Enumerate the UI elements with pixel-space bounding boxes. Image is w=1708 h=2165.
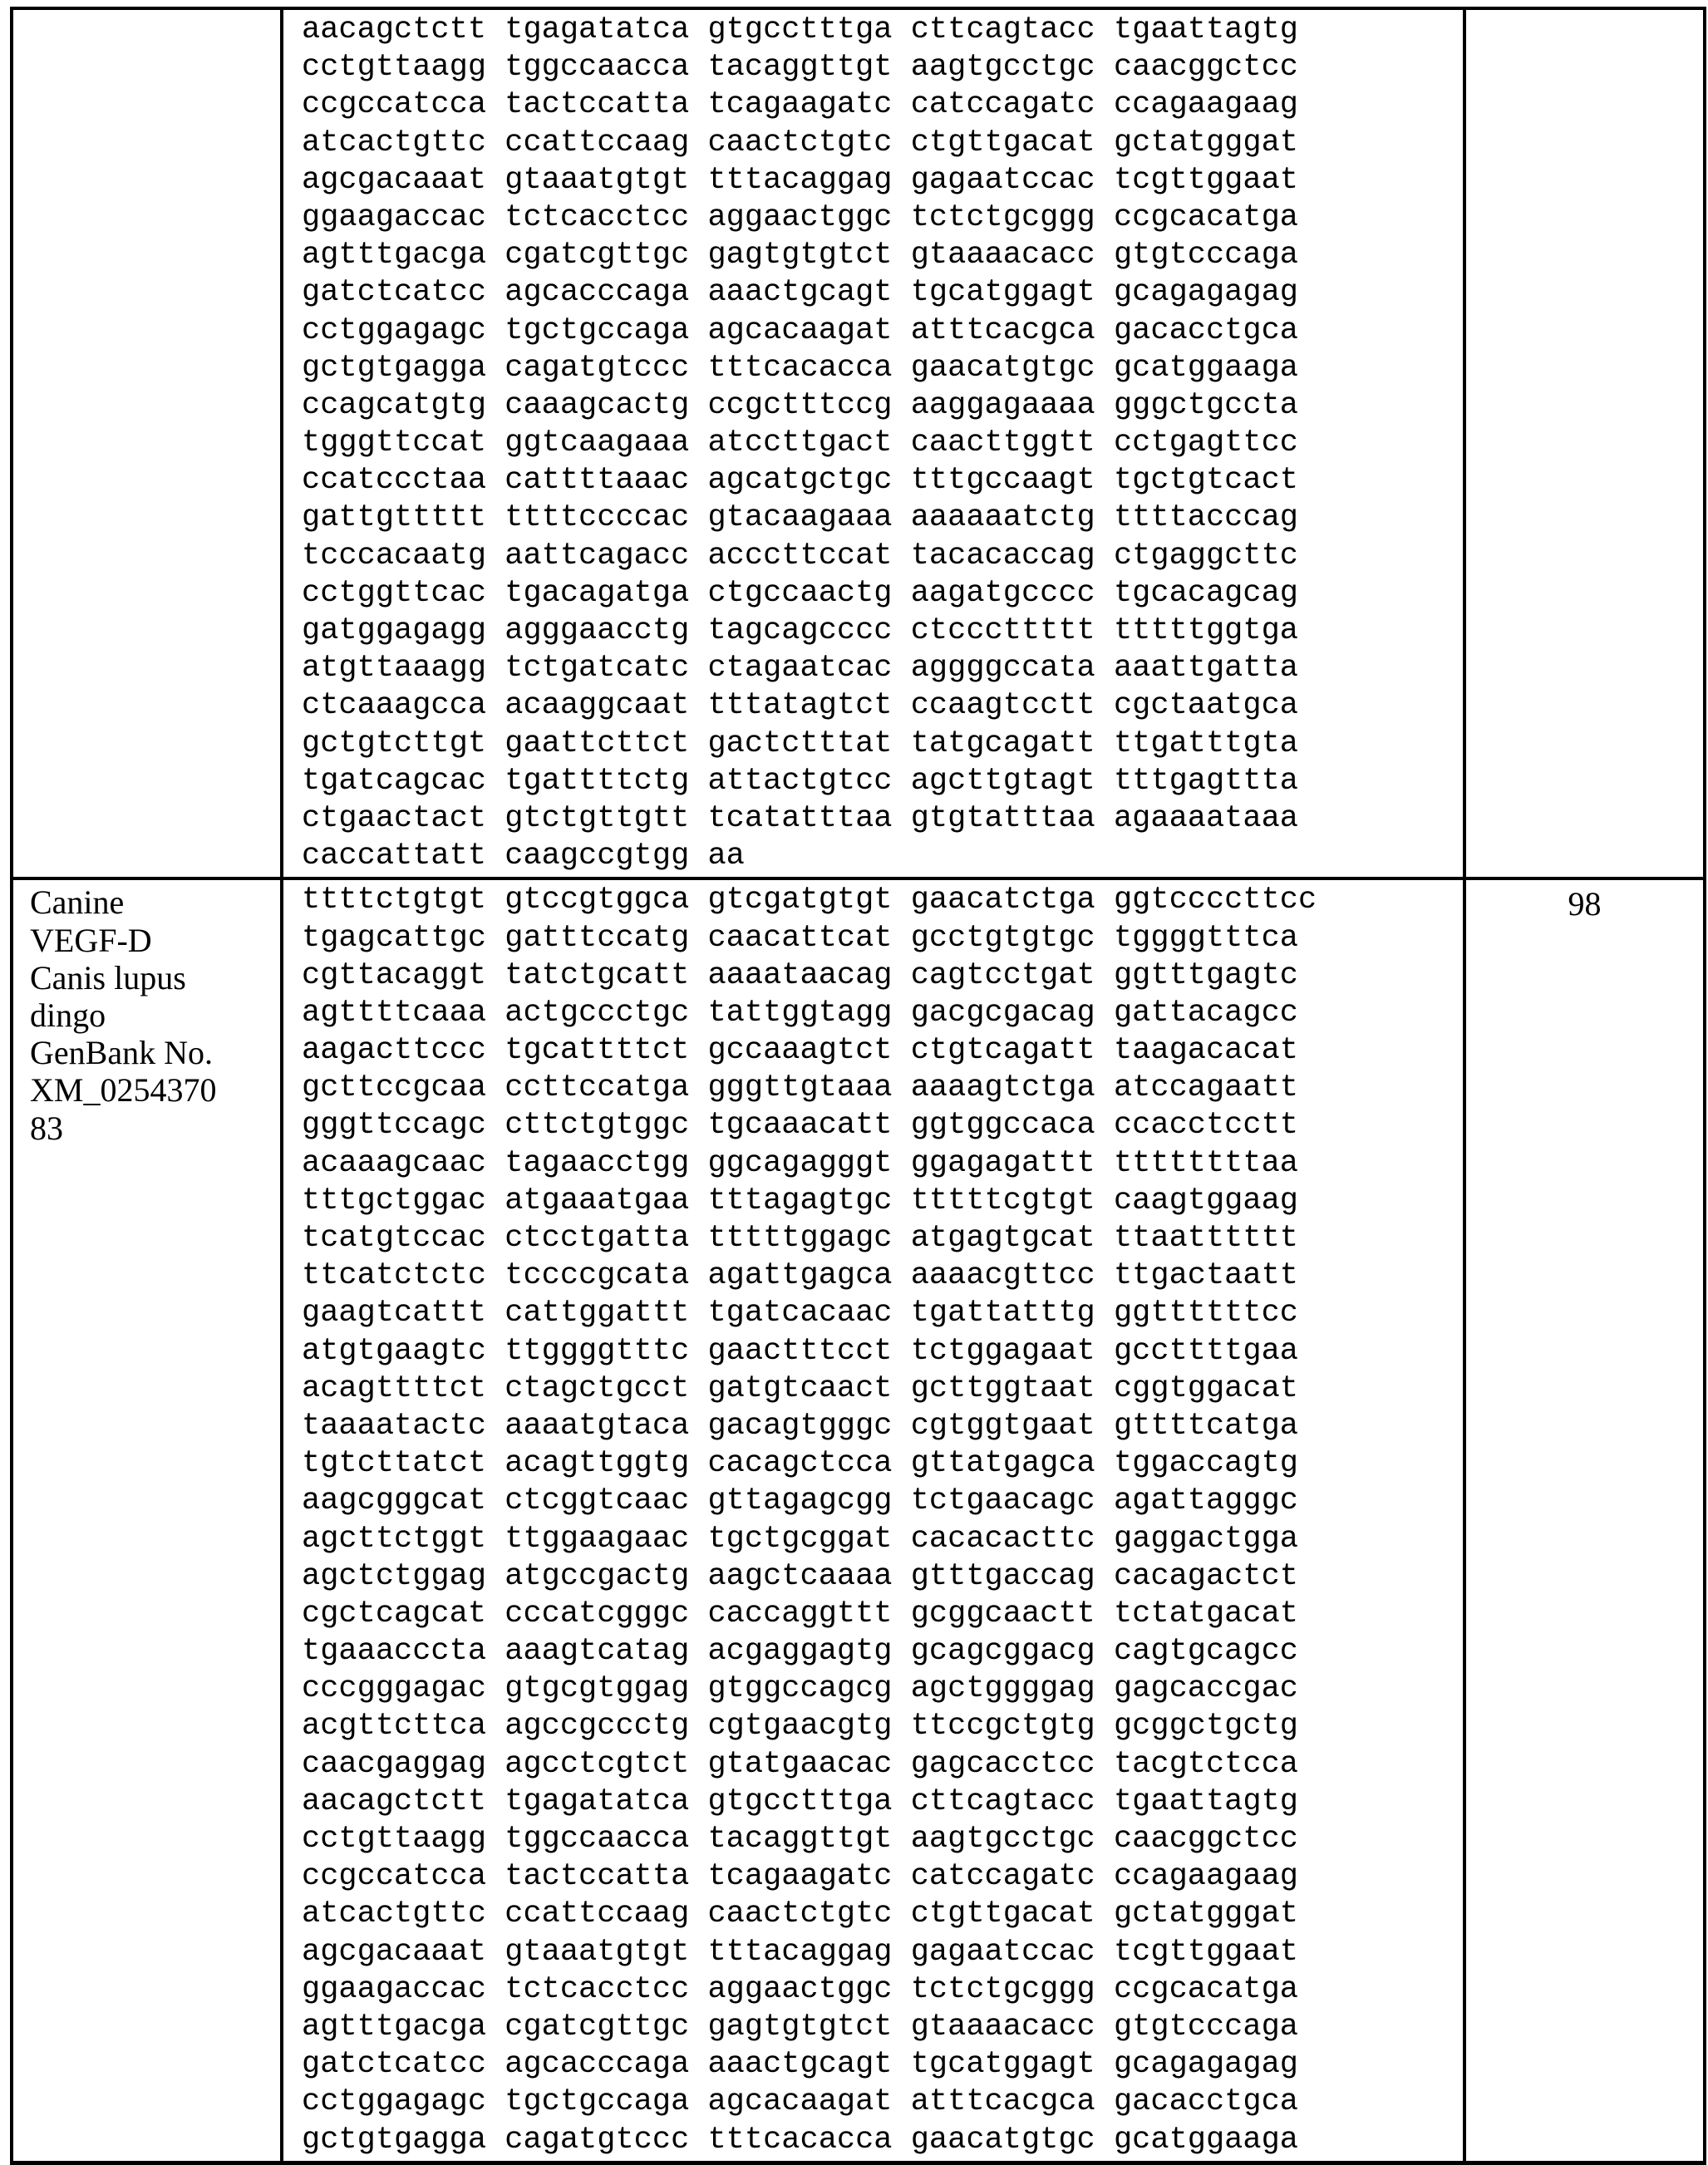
sequence-line: agcgacaaat gtaaatgtgt tttacaggag gagaatccac tcgttggaat <box>302 162 1298 198</box>
sequence-line: tgtcttatct acagttggtg cacagctcca gttatgagca tggaccagtg <box>302 1446 1298 1482</box>
sequence-line: cccgggagac gtgcgtggag gtggccagcg agctggggag gagcaccgac <box>302 1671 1298 1707</box>
sequence-line: gatggagagg agggaacctg tagcagcccc ctcccttttt tttttggtga <box>302 613 1298 648</box>
sequence-line: ccgccatcca tactccatta tcagaagatc catccagatc ccagaagaag <box>302 87 1298 123</box>
nucleotide-sequence <box>283 880 1463 2160</box>
label-line: 83 <box>30 1109 63 1147</box>
sequence-line: agttttcaaa actgccctgc tattggtagg gacgcgacag gattacagcc <box>302 995 1298 1031</box>
sequence-line: atgttaaagg tctgatcatc ctagaatcac aggggccata aaattgatta <box>302 651 1298 686</box>
sequence-line: agtttgacga cgatcgttgc gagtgtgtct gtaaaacacc gtgtcccaga <box>302 238 1298 273</box>
label-line: Canine <box>30 883 125 922</box>
sequence-line: gatctcatcc agcacccaga aaactgcagt tgcatggagt gcagagagag <box>302 2047 1298 2083</box>
sequence-line: gggttccagc cttctgtggc tgcaaacatt ggtggccaca ccacctcctt <box>302 1108 1298 1144</box>
sequence-line: ggaagaccac tctcacctcc aggaactggc tctctgcggg ccgcacatga <box>302 1971 1298 2007</box>
sequence-line: caccattatt caagccgtgg aa <box>302 839 745 874</box>
sequence-line: taaaatactc aaaatgtaca gacagtgggc cgtggtgaat gttttcatga <box>302 1408 1298 1444</box>
sequence-line: agtttgacga cgatcgttgc gagtgtgtct gtaaaacacc gtgtcccaga <box>302 2009 1298 2044</box>
sequence-line: cgttacaggt tatctgcatt aaaataacag cagtcctgat ggtttgagtc <box>302 957 1298 993</box>
gene-label <box>13 10 280 13</box>
sequence-line: acaaagcaac tagaacctgg ggcagagggt ggagagattt ttttttttaa <box>302 1145 1298 1181</box>
sequence-line: aagacttccc tgcattttct gccaaagtct ctgtcagatt taagacacat <box>302 1033 1298 1069</box>
sequence-line: tcatgtccac ctcctgatta tttttggagc atgagtgcat ttaatttttt <box>302 1221 1298 1256</box>
sequence-line: acagttttct ctagctgcct gatgtcaact gcttggtaat cggtggacat <box>302 1370 1298 1406</box>
sequence-line: aacagctctt tgagatatca gtgcctttga cttcagtacc tgaattagtg <box>302 12 1298 47</box>
label-line: VEGF-D <box>30 921 152 959</box>
sequence-line: cctgttaagg tggccaacca tacaggttgt aagtgcctgc caacggctcc <box>302 50 1298 86</box>
label-line: Canis lupus <box>30 958 186 996</box>
label-cell <box>12 878 282 2163</box>
sequence-cell <box>282 878 1464 2163</box>
identity-value: 98 <box>1568 885 1602 923</box>
sequence-line: tgaaacccta aaagtcatag acgaggagtg gcagcggacg cagtgcagcc <box>302 1634 1298 1670</box>
sequence-line: gcttccgcaa ccttccatga gggttgtaaa aaaagtctga atccagaatt <box>302 1070 1298 1106</box>
sequence-line: agcttctggt ttggaagaac tgctgcggat cacacacttc gaggactgga <box>302 1521 1298 1557</box>
sequence-line: cgctcagcat cccatcgggc caccaggttt gcggcaactt tctatgacat <box>302 1596 1298 1631</box>
sequence-line: agctctggag atgccgactg aagctcaaaa gtttgaccag cacagactct <box>302 1558 1298 1594</box>
sequence-line: gctgtcttgt gaattcttct gactctttat tatgcagatt ttgatttgta <box>302 726 1298 761</box>
sequence-cell <box>282 8 1464 878</box>
sequence-line: tttgctggac atgaaatgaa tttagagtgc tttttcgtgt caagtggaag <box>302 1183 1298 1218</box>
sequence-line: agcgacaaat gtaaatgtgt tttacaggag gagaatccac tcgttggaat <box>302 1934 1298 1970</box>
sequence-line: ttcatctctc tccccgcata agattgagca aaaacgttcc ttgactaatt <box>302 1258 1298 1294</box>
sequence-line: atgtgaagtc ttggggtttc gaactttcct tctggagaat gccttttgaa <box>302 1333 1298 1369</box>
sequence-line: gctgtgagga cagatgtccc tttcacacca gaacatgtgc gcatggaaga <box>302 350 1298 386</box>
identity-cell <box>1464 8 1705 878</box>
sequence-line: cctggagagc tgctgccaga agcacaagat atttcacgca gacacctgca <box>302 312 1298 348</box>
table-row-continuation <box>12 8 1705 878</box>
table-row-canine-vegf-d <box>12 878 1705 2163</box>
sequence-line: tcccacaatg aattcagacc acccttccat tacacaccag ctgaggcttc <box>302 538 1298 573</box>
sequence-line: cctggttcac tgacagatga ctgccaactg aagatgcccc tgcacagcag <box>302 575 1298 611</box>
sequence-line: caacgaggag agcctcgtct gtatgaacac gagcacctcc tacgtctcca <box>302 1746 1298 1782</box>
sequence-line: ctgaactact gtctgttgtt tcatatttaa gtgtatttaa agaaaataaa <box>302 800 1298 836</box>
sequence-line: cctgttaagg tggccaacca tacaggttgt aagtgcctgc caacggctcc <box>302 1822 1298 1857</box>
gene-label <box>13 880 280 1146</box>
identity-value <box>1466 10 1703 15</box>
sequence-line: ccatccctaa cattttaaac agcatgctgc tttgccaagt tgctgtcact <box>302 463 1298 499</box>
sequence-line: ccagcatgtg caaagcactg ccgctttccg aaggagaaaa gggctgccta <box>302 387 1298 423</box>
label-line: XM_0254370 <box>30 1071 217 1110</box>
sequence-line: aacagctctt tgagatatca gtgcctttga cttcagtacc tgaattagtg <box>302 1784 1298 1819</box>
nucleotide-sequence <box>283 10 1463 877</box>
sequence-line: acgttcttca agccgccctg cgtgaacgtg ttccgctgtg gcggctgctg <box>302 1709 1298 1744</box>
identity-cell <box>1464 878 1705 2163</box>
sequence-line: gatctcatcc agcacccaga aaactgcagt tgcatggagt gcagagagag <box>302 275 1298 311</box>
sequence-line: atcactgttc ccattccaag caactctgtc ctgttgacat gctatgggat <box>302 125 1298 160</box>
sequence-line: tgggttccat ggtcaagaaa atccttgact caacttggtt cctgagttcc <box>302 426 1298 461</box>
sequence-line: tgagcattgc gatttccatg caacattcat gcctgtgtgc tggggtttca <box>302 920 1298 956</box>
sequence-line: ctcaaagcca acaaggcaat tttatagtct ccaagtcctt cgctaatgca <box>302 688 1298 724</box>
sequence-line: tgatcagcac tgattttctg attactgtcc agcttgtagt tttgagttta <box>302 763 1298 799</box>
label-cell <box>12 8 282 878</box>
label-line: GenBank No. <box>30 1034 213 1072</box>
label-line: dingo <box>30 996 106 1034</box>
sequence-line: ccgccatcca tactccatta tcagaagatc catccagatc ccagaagaag <box>302 1859 1298 1895</box>
sequence-line: gattgttttt ttttccccac gtacaagaaa aaaaaatctg ttttacccag <box>302 500 1298 536</box>
sequence-line: cctggagagc tgctgccaga agcacaagat atttcacgca gacacctgca <box>302 2084 1298 2120</box>
sequence-line: ggaagaccac tctcacctcc aggaactggc tctctgcggg ccgcacatga <box>302 199 1298 235</box>
sequence-line: gaagtcattt cattggattt tgatcacaac tgattatttg ggttttttcc <box>302 1296 1298 1331</box>
sequence-line: ttttctgtgt gtccgtggca gtcgatgtgt gaacatctga ggtccccttcc <box>302 883 1317 918</box>
sequence-line: aagcgggcat ctcggtcaac gttagagcgg tctgaacagc agattagggc <box>302 1484 1298 1519</box>
sequence-line: atcactgttc ccattccaag caactctgtc ctgttgacat gctatgggat <box>302 1897 1298 1932</box>
sequence-table <box>10 7 1706 2165</box>
sequence-line: gctgtgagga cagatgtccc tttcacacca gaacatgtgc gcatggaaga <box>302 2122 1298 2158</box>
